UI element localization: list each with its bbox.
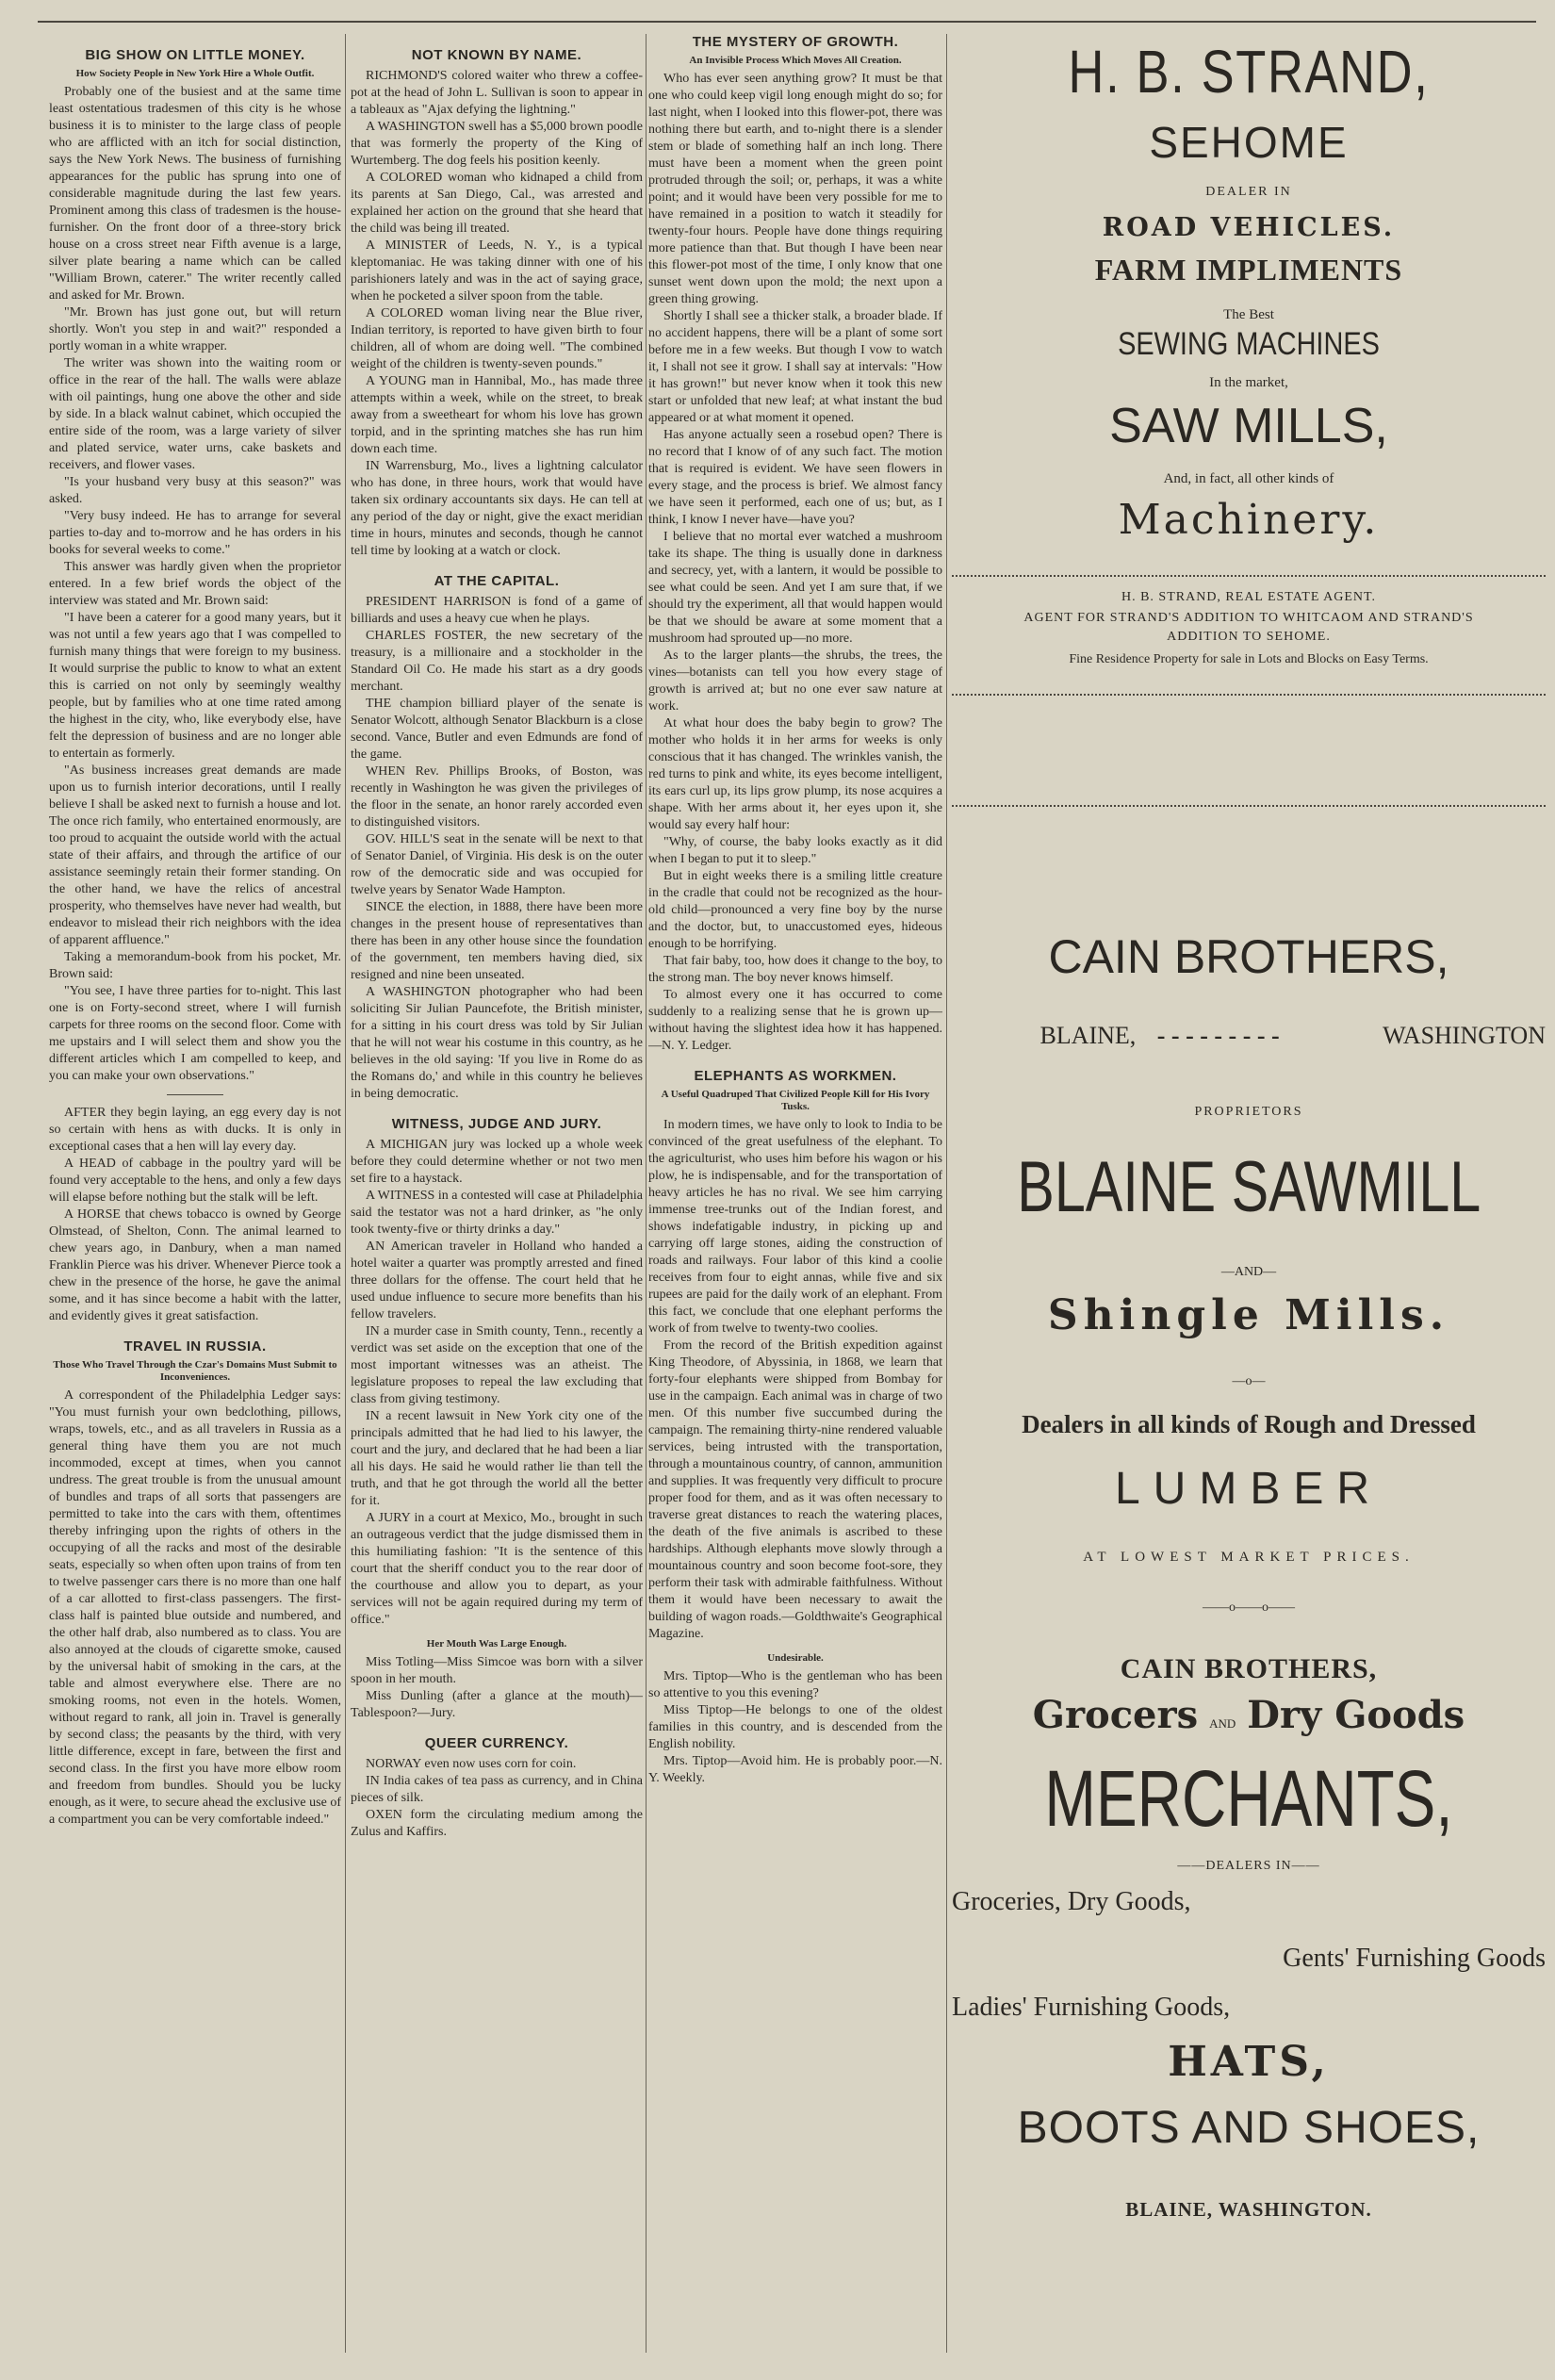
paragraph: AFTER they begin laying, an egg every day is not so certain with hens as with ducks. It is only in exceptional cases that a hen will lay every day.	[49, 1106, 341, 1154]
paragraph: Miss Totling—Miss Simcoe was born with a silver spoon in her mouth.	[351, 1655, 643, 1686]
ad-text: Dealers in all kinds of Rough and Dressed	[1022, 1410, 1476, 1438]
paragraph: That fair baby, too, how does it change to the boy, to the strong man. The boy never knows himself.	[648, 954, 942, 985]
paragraph: "You see, I have three parties for to-night. This last one is on Forty-second street, where I will furnish carpets for three rooms on the second floor. Come with me upstairs and I will select them and show you the different articles which I am compelled to keep, and you can make your own observations."	[49, 984, 341, 1083]
paragraph: Mrs. Tiptop—Avoid him. He is probably poor.—N. Y. Weekly.	[648, 1754, 942, 1785]
subhead-mystery-growth: An Invisible Process Which Moves All Creation.	[689, 55, 902, 66]
column-2	[351, 34, 643, 2362]
ad-text: AGENT FOR STRAND'S ADDITION TO WHITCAOM AND STRAND'S	[1023, 611, 1474, 625]
headline-big-show: BIG SHOW ON LITTLE MONEY.	[85, 47, 305, 63]
headline-elephants: ELEPHANTS AS WORKMEN.	[694, 1068, 897, 1084]
ad-town: SEHOME	[1149, 118, 1349, 167]
paragraph: Miss Tiptop—He belongs to one of the oldest families in this country, and is descended from the English nobility.	[648, 1703, 942, 1751]
paragraph: To almost every one it has occurred to come suddenly to a realizing sense that he is grown up—without having the slightest idea how it has happened.—N. Y. Ledger.	[648, 988, 942, 1053]
ad-grocers: Grocers	[1032, 1693, 1199, 1737]
ad-text: SEWING MACHINES	[1118, 326, 1380, 362]
paragraph: From the record of the British expedition against King Theodore, of Abyssinia, in 1868, we learn that forty-four elephants were shipped from Bombay for use in the campaign. Each animal was in charge of two men. Of this number five succumbed during the campaign. The remaining thirty-nine rendered valuable services, being intrusted with the transportation, through a mountainous country, of cannon, ammunition and supplies. It was frequently very difficult to procure proper food for them, and as it was often necessary to traverse great distances to reach the watering places, the death of the five animals is ascribed to these hardships. Although elephants move slowly through a mountainous country and soon become foot-sore, they perform their task with admirable faithfulness. Without them it would have been necessary to await the building of wagon roads.—Goldthwaite's Geographical Magazine.	[648, 1338, 942, 1641]
subhead-travel-russia: Those Who Travel Through the Czar's Domains Must Submit to Inconveniences.	[53, 1359, 337, 1383]
paragraph: Taking a memorandum-book from his pocket, Mr. Brown said:	[49, 950, 341, 981]
paragraph: OXEN form the circulating medium among the Zulus and Kaffirs.	[351, 1808, 643, 1839]
ad-text: MERCHANTS,	[1044, 1754, 1453, 1843]
paragraph: GOV. HILL'S seat in the senate will be next to that of Senator Daniel, of Virginia. His desk is on the outer row of the democratic side and was occupied for twelve years by Senator Wade Hampton.	[351, 832, 643, 897]
headline-undesirable: Undesirable.	[767, 1652, 824, 1664]
dotted-rule	[952, 575, 1546, 577]
paragraph: But in eight weeks there is a smiling little creature in the cradle that could not be recognized as the hour-old child—pronounced a very fine boy by the nurse and the doctor, but, to unaccustomed eyes, hideous enough to be horrifying.	[648, 869, 942, 951]
ad-location-line	[952, 1022, 1546, 1050]
paragraph: A WASHINGTON swell has a $5,000 brown poodle that was formerly the property of the King of Wurtemberg. The dog feels his position keenly.	[351, 120, 643, 168]
paragraph: NORWAY even now uses corn for coin.	[366, 1757, 577, 1771]
paragraph: The writer was shown into the waiting room or office in the rear of the hall. The walls were ablaze with oil paintings, hung one above the other and side by side. In a black walnut cabinet, which occupied the entire side of the room, was a large variety of silver and plated service, water urns, cake baskets and receivers, and flower vases.	[49, 356, 341, 472]
ad-text: BOOTS AND SHOES,	[1017, 2103, 1481, 2153]
ad-hb-strand	[952, 34, 1546, 731]
paragraph: A WASHINGTON photographer who had been soliciting Sir Julian Pauncefote, the British minister, for a sitting in his court dress was told by Sir Julian that he will not wear his costume in this country, as he believes in the old saying: 'If you live in Rome do as the Romans do,' and while in this country he believes in being democratic.	[351, 985, 643, 1101]
ad-text: DEALER IN	[1205, 185, 1292, 199]
ad-text: LUMBER	[1114, 1464, 1383, 1514]
paragraph: Mrs. Tiptop—Who is the gentleman who has been so attentive to you this evening?	[648, 1669, 942, 1700]
column-rule	[646, 34, 647, 2353]
headline-queer-currency: QUEER CURRENCY.	[424, 1735, 569, 1751]
paragraph: Has anyone actually seen a rosebud open? There is no record that I know of of any such fact. The motion that is required is evident. We have seen flowers in every stage, and the process is brief. We almost fancy we have seen it performed, each one of us; but, as I think, I know I never have—have you?	[648, 428, 942, 527]
ad-text: Shingle Mills.	[1047, 1291, 1450, 1339]
ad-text: HATS,	[1168, 2038, 1330, 2086]
paragraph: Who has ever seen anything grow? It must be that one who could keep vigil long enough might do so; for last night, when I looked into this flower-pot, there was nothing there but earth, and to-night there is a slender stem or blade of something half an inch long. There must have been a moment when the green point protruded through the soil; or, perhaps, it was a white point; and it would have been very possible for me to have remained in a position to watch it steadily for twenty-four hours. People have done things requiring more patience than that. But though I have been near this flower-pot most of the time, I only know that one sunset went down upon the mold; the next upon a green thing growing.	[648, 72, 942, 306]
paragraph: "Why, of course, the baby looks exactly as it did when I began to put it to sleep."	[648, 835, 942, 866]
paragraph: A MINISTER of Leeds, N. Y., is a typical kleptomaniac. He was taking dinner with one of his parishioners lately and was in the act of saying grace, when he pocketed a silver spoon from the table.	[351, 238, 643, 304]
ad-text: Fine Residence Property for sale in Lots and Blocks on Easy Terms.	[1069, 652, 1429, 666]
ad-text: In the market,	[1209, 375, 1288, 390]
ad-text: Machinery.	[1118, 496, 1380, 544]
paragraph: WHEN Rev. Phillips Brooks, of Boston, was recently in Washington he was given the privileges of the floor in the senate, an honor rarely accorded even to distinguished visitors.	[351, 764, 643, 829]
ad-city: BLAINE,	[1039, 1022, 1137, 1049]
paragraph: RICHMOND'S colored waiter who threw a coffee-pot at the head of John L. Sullivan is soon to appear in a tableaux as "Ajax defying the lightning."	[351, 69, 643, 117]
paragraph: AN American traveler in Holland who handed a hotel waiter a quarter was promptly arrested and fined three dollars for the offense. The court held that he used undue influence to secure more benefits than his fellow travelers.	[351, 1239, 643, 1321]
subhead-big-show: How Society People in New York Hire a Whole Outfit.	[75, 68, 315, 79]
ad-text: H. B. STRAND, REAL ESTATE AGENT.	[1121, 590, 1377, 604]
ad-dashes: - - - - - - - - -	[1156, 1022, 1280, 1049]
paragraph: IN a murder case in Smith county, Tenn., recently a verdict was set aside on the exception that one of the most important witnesses was an atheist. The legislature proposes to repeal the law excluding that class from giving testimony.	[351, 1324, 643, 1406]
column-1	[49, 34, 341, 2362]
divider	[167, 1094, 223, 1095]
paragraph: CHARLES FOSTER, the new secretary of the treasury, is a millionaire and a stockholder in the Standard Oil Co. He made his start as a dry goods merchant.	[351, 629, 643, 694]
ad-text: Ladies' Furnishing Goods,	[952, 1993, 1231, 2022]
paragraph: IN India cakes of tea pass as currency, and in China pieces of silk.	[351, 1774, 643, 1805]
paragraph: "Very busy indeed. He has to arrange for several parties to-day and to-morrow and he has orders in his books for several weeks to come."	[49, 509, 341, 557]
ad-text: The Best	[1223, 307, 1274, 322]
paragraph: "I have been a caterer for a good many years, but it was not until a few years ago that I was compelled to furnish many things that were foreign to my business. It would surprise the public to know to what an extent this is carried on not only by seemingly wealthy people, but by families who at one time rated among the highest in the city, who, like everybody else, have felt the depression of business and are no longer able to entertain as formerly.	[49, 611, 341, 761]
ad-text: PROPRIETORS	[1194, 1105, 1303, 1119]
advertisement-column	[952, 34, 1546, 2362]
column-rule	[946, 34, 947, 2353]
paragraph: In modern times, we have only to look to India to be convinced of the great usefulness of the elephant. To the agriculturist, who uses him before his wagon or his plow, he is indispensable, and for the transportation of heavy articles he has no rival. We see him carrying immense tree-trunks out of the Indian forest, and shows indefatigable industry, in picking up and carrying off large stones, aiding the construction of roads and railways. Four labor of this kind a coolie receives from four to eight annas, while five and six rupees are paid for the daily work of an elephant. From this fact, we conclude that one elephant performs the work of from twelve to twenty-two coolies.	[648, 1118, 942, 1336]
paragraph: A YOUNG man in Hannibal, Mo., has made three attempts within a week, while on the street, to break away from a sweetheart for whom his love has grown torpid, and in the sprinting matches she has run him down each time.	[351, 374, 643, 456]
ad-text: ——o——o——	[1203, 1600, 1295, 1615]
ad-grocers-line	[952, 1693, 1546, 1737]
paragraph: As to the larger plants—the shrubs, the trees, the vines—botanists can tell you how every stage of growth is arrived at; but no one ever saw nature at work.	[648, 648, 942, 714]
paragraph: A COLORED woman living near the Blue river, Indian territory, is reported to have given birth to four children, all of whom are doing well. "The combined weight of the children is twenty-seven pounds."	[351, 306, 643, 371]
column-3	[648, 34, 942, 2362]
ad-cain-brothers	[952, 845, 1546, 2353]
ad-text: FARM IMPLIMENTS	[1094, 253, 1403, 287]
paragraph: A COLORED woman who kidnaped a child from its parents at San Diego, Cal., was arrested and explained her action on the ground that she heard that the child was being ill treated.	[351, 171, 643, 236]
headline-capital: AT THE CAPITAL.	[434, 573, 560, 589]
paragraph: A JURY in a court at Mexico, Mo., brought in such an outrageous verdict that the judge dismissed them in this humiliating fashion: "It is the sentence of this court that the sheriff conduct you to the rear door of the courthouse and allow you to depart, as your services will not be again required during my term of office."	[351, 1511, 643, 1627]
ad-text: CAIN BROTHERS,	[1120, 1653, 1378, 1684]
headline-witness: WITNESS, JUDGE AND JURY.	[391, 1116, 602, 1132]
paragraph: Probably one of the busiest and at the same time least ostentatious tradesmen of this city is he whose business it is to minister to the large class of people who are afflicted with an itch for social distinction, says the New York News. The business of furnishing appearances for the public has sprung into one of considerable magnitude during the last few years. Prominent among this class of tradesmen is the house-furnisher. On the front door of a three-story brick house on a cross street near Fifth avenue is a large, silver plate bearing a name which can be called "William Brown, caterer." The writer recently called and asked for Mr. Brown.	[49, 85, 341, 303]
ad-dry-goods: Dry Goods	[1247, 1693, 1465, 1737]
paragraph: At what hour does the baby begin to grow? The mother who holds it in her arms for weeks is only conscious that it has changed. The wrinkles vanish, the red turns to pink and white, its eyes become intelligent, its ears curl up, its lips grow plump, its nose acquires a shape. With her arms about it, her eyes upon it, she would say every half hour:	[648, 716, 942, 832]
ad-text: Groceries, Dry Goods,	[952, 1887, 1191, 1916]
dotted-rule	[952, 805, 1546, 807]
ad-text: SAW MILLS,	[1109, 399, 1388, 453]
paragraph: PRESIDENT HARRISON is fond of a game of billiards and uses a heavy cue when he plays.	[351, 595, 643, 626]
headline-not-known: NOT KNOWN BY NAME.	[411, 47, 582, 63]
ad-state: WASHINGTON	[1383, 1022, 1546, 1049]
paragraph: A MICHIGAN jury was locked up a whole week before they could determine whether or not two men set fire to a haystack.	[351, 1138, 643, 1186]
subhead-elephants: A Useful Quadruped That Civilized People Kill for His Ivory Tusks.	[661, 1089, 930, 1112]
ad-text: ADDITION TO SEHOME.	[1167, 630, 1331, 644]
headline-her-mouth: Her Mouth Was Large Enough.	[426, 1638, 567, 1650]
paragraph: "Mr. Brown has just gone out, but will return shortly. Won't you step in and wait?" responded a portly woman in a white wrapper.	[49, 305, 341, 353]
paragraph: A HORSE that chews tobacco is owned by George Olmstead, of Shelton, Conn. The animal learned to chew years ago, in Danbury, when a man named Franklin Pierce was his driver. Whenever Pierce took a chew in the presence of the horse, he gave the animal some, and it has since become a habit with the latter, and evidently gives it great satisfaction.	[49, 1207, 341, 1323]
ad-and: AND	[1209, 1716, 1236, 1732]
ad-text: ROAD VEHICLES.	[1102, 213, 1396, 242]
paragraph: A HEAD of cabbage in the poultry yard will be found very acceptable to the hens, and only a few days will elapse before nothing but the stalk will be left.	[49, 1157, 341, 1205]
ad-title: H. B. STRAND,	[1068, 38, 1430, 106]
paragraph: "As business increases great demands are made upon us to furnish interior decorations, until I really believe I shall be asked next to furnish a house and lot. The once rich family, who entertained enormously, are too proud to acquaint the outside world with the actual state of their affairs, and through the artifice of our assistance seemingly retain their former standing. On the other hand, we have the relics of ancestral prosperity, who themselves have never had wealth, but endeavor to mislead their rich neighbors with the idea of apparent affluence."	[49, 763, 341, 947]
ad-text: —AND—	[1220, 1265, 1277, 1279]
headline-mystery-growth: THE MYSTERY OF GROWTH.	[692, 34, 899, 50]
ad-text: And, in fact, all other kinds of	[1163, 471, 1334, 486]
dotted-rule	[952, 694, 1546, 696]
paragraph: A WITNESS in a contested will case at Philadelphia said the testator was not a hard drinker, as "he only took twenty-five or thirty drinks a day."	[351, 1189, 643, 1237]
paragraph: IN a recent lawsuit in New York city one of the principals admitted that he had lied to his lawyer, the court and the jury, and declared that he had been a liar all his days. He said he would rather lie than tell the truth, and that he got through the world all the better for it.	[351, 1409, 643, 1508]
paragraph: IN Warrensburg, Mo., lives a lightning calculator who has done, in three hours, work that would have taken six ordinary accountants six days. He can tell at any period of the day or night, give the exact meridian time in hours, minutes and seconds, though he cannot tell time by looking at a watch or clock.	[351, 459, 643, 558]
top-rule	[38, 21, 1536, 23]
column-rule	[345, 34, 346, 2353]
ad-text: AT LOWEST MARKET PRICES.	[1083, 1550, 1415, 1565]
ad-text: —o—	[1232, 1374, 1266, 1388]
paragraph: Miss Dunling (after a glance at the mouth)—Tablespoon?—Jury.	[351, 1689, 643, 1720]
headline-travel-russia: TRAVEL IN RUSSIA.	[123, 1338, 267, 1354]
paragraph: THE champion billiard player of the senate is Senator Wolcott, although Senator Blackburn is a close second. Vance, Butler and even Edmunds are fond of the game.	[351, 697, 643, 762]
paragraph: I believe that no mortal ever watched a mushroom take its shape. The thing is usually done in darkness and secrecy, yet, with a lantern, it would be possible to see what could be seen. And yet I am sure that, if we should try the experiment, all that would happen would be that we should be aware at some moment that a mushroom had sprouted up—no more.	[648, 530, 942, 646]
ad-text: BLAINE, WASHINGTON.	[1125, 2198, 1372, 2221]
paragraph: SINCE the election, in 1888, there have been more changes in the present house of representatives than there has been in any other house since the foundation of the government, ten members having died, six resigned and nine been unseated.	[351, 900, 643, 982]
paragraph: Shortly I shall see a thicker stalk, a broader blade. If no accident happens, there will be a plant of some sort before me in a few weeks. But though I vow to watch it, I shall not see it grow. I shall say at intervals: "How it has grown!" but never know when it took this new start or unfolded that new leaf; at what instant the bud appeared or at what moment it opened.	[648, 309, 942, 425]
paragraph: "Is your husband very busy at this season?" was asked.	[49, 475, 341, 506]
paragraph: A correspondent of the Philadelphia Ledger says: "You must furnish your own bedclothing, pillows, wraps, towels, etc., and as all travelers in Russia as a general thing have them you are not much incommoded, except at times, when you cannot undress. The great trouble is from the unusual amount of bundles and traps of all sorts that passengers are permitted to take into the cars with them, oftentimes thereby infringing upon the rights of others in the occupying of all the racks and most of the desirable seats, especially so when often upon trains of from ten to twelve passenger cars there is no more than one half of a car allotted to first-class passengers. The first-class half is painted blue outside and numbered, and the other half drab, also numbered as to class. You are also annoyed at the clouds of cigarette smoke, caused by the universal habit of smoking in the cars, at the table and almost everywhere else. There are no smoking rooms, not even in the hotels. Women, without regard to rank, all join in. Travel is generally by second class; the peasants by the third, with very little difference, except in fare, between the first and second class. In the first you have more elbow room and freedom from bundles. Should you be lucky enough, as it were, to secure ahead the exclusive use of a compartment you can be very comfortable indeed."	[49, 1388, 341, 1827]
paragraph: This answer was hardly given when the proprietor entered. In a few brief words the object of the interview was stated and Mr. Brown said:	[49, 560, 341, 608]
ad-text: Gents' Furnishing Goods	[1283, 1944, 1546, 1973]
ad-title: CAIN BROTHERS,	[1048, 930, 1449, 983]
ad-text: ——DEALERS IN——	[1177, 1859, 1320, 1873]
ad-text: BLAINE SAWMILL	[1017, 1147, 1481, 1227]
